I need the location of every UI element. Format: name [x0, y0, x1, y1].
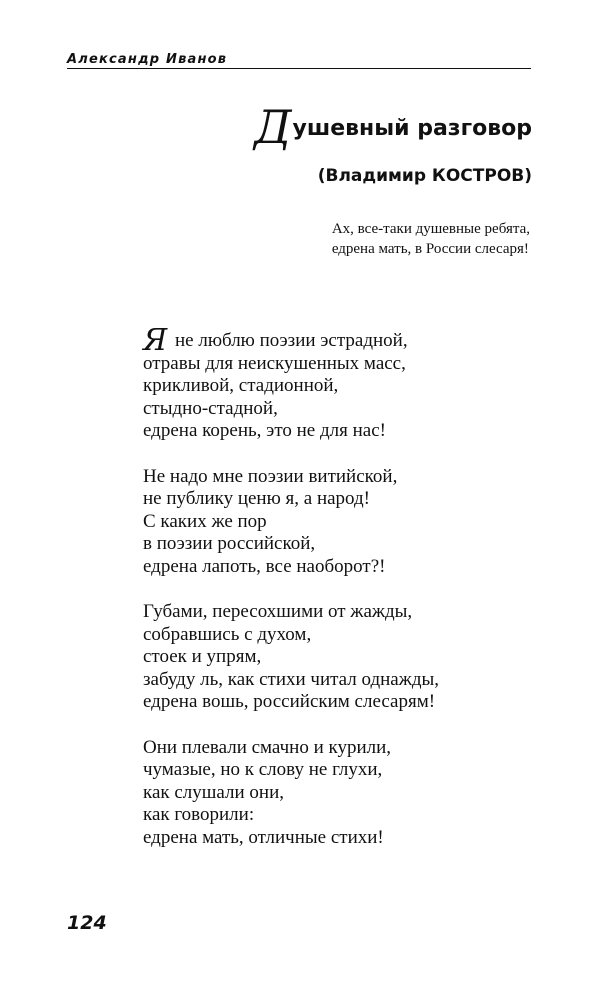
poem-line	[143, 323, 439, 358]
stanza	[143, 737, 439, 850]
title-dropcap: Д	[254, 100, 292, 154]
header-rule	[67, 68, 531, 69]
poem-body	[143, 323, 440, 872]
poem-line: собравшись с духом,	[143, 623, 312, 645]
poem-line: Не надо мне поэзии витийской,	[143, 465, 398, 487]
poem-line: едрена вошь, российским слесарям!	[143, 691, 436, 712]
poem-line: как говорили:	[143, 804, 255, 825]
poem-dropcap: Я	[143, 323, 168, 358]
poem-line: едрена лапоть, все наоборот?!	[143, 555, 386, 577]
poem-subtitle: (Владимир КОСТРОВ)	[317, 166, 532, 186]
poem-line: едрена мать, отличные стихи!	[143, 826, 384, 848]
poem-line: С каких же пор	[143, 510, 267, 532]
epigraph-line: едрена мать, в России слесаря!	[331, 241, 529, 257]
poem-line: как слушали они,	[143, 781, 284, 803]
poem-line: едрена корень, это не для нас!	[143, 420, 386, 441]
title-text: ушевный разговор	[292, 116, 532, 141]
poem-line: отравы для неискушенных масс,	[143, 352, 406, 374]
poem-line: крикливой, стадионной,	[143, 375, 339, 396]
stanza	[143, 466, 439, 579]
running-header: Александр Иванов	[67, 52, 228, 67]
poem-line: стоек и упрям,	[143, 646, 262, 667]
epigraph-line: Ах, все-таки душевные ребята,	[331, 221, 530, 237]
poem-title	[254, 96, 532, 154]
stanza	[143, 323, 439, 443]
poem-line: в поэзии российской,	[143, 533, 316, 554]
epigraph	[332, 219, 530, 259]
page-number: 124	[67, 912, 107, 934]
poem-line: стыдно-стадной,	[143, 397, 278, 419]
poem-line: не публику ценю я, а народ!	[143, 488, 371, 509]
poem-line-text: не люблю поэзии эстрадной,	[170, 330, 408, 351]
poem-line: Губами, пересохшими от жажды,	[143, 601, 413, 622]
stanza	[143, 601, 439, 714]
poem-line: чумазые, но к слову не глухи,	[143, 759, 383, 780]
poem-line: Они плевали смачно и курили,	[143, 736, 392, 758]
poem-line: забуду ль, как стихи читал однажды,	[143, 668, 440, 690]
